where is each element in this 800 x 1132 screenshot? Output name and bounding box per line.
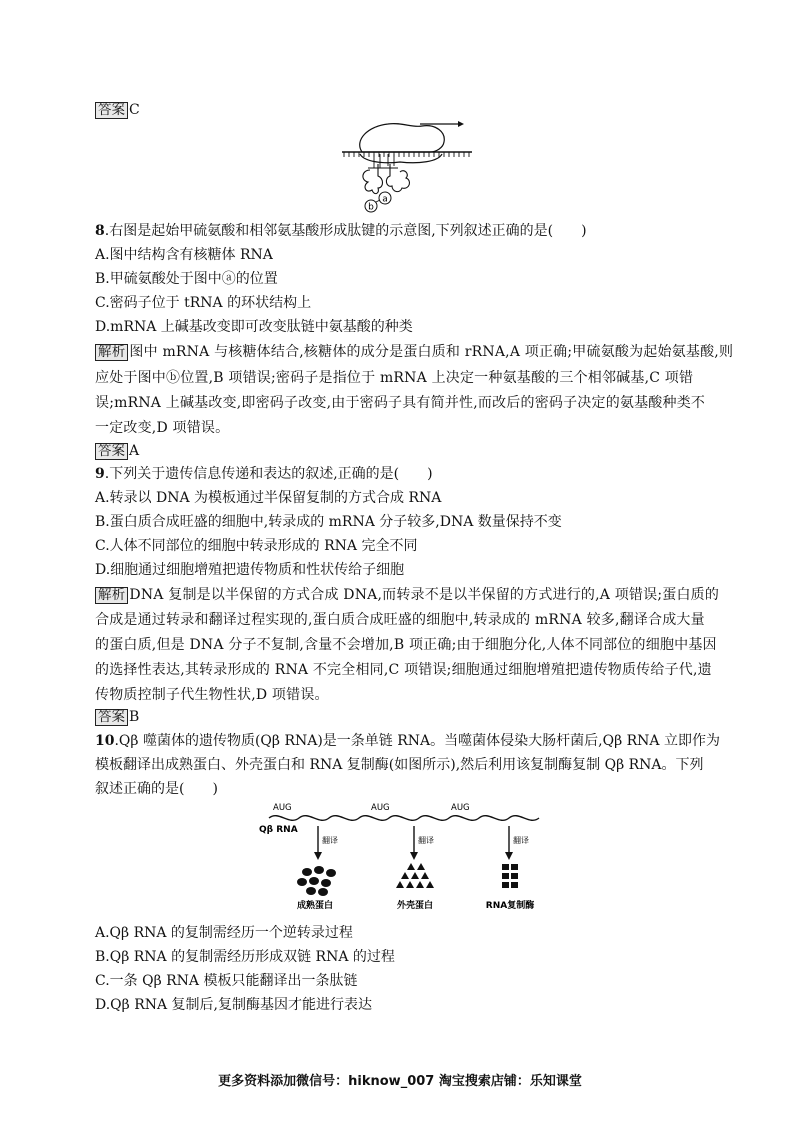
arrow-label-3: 翻译	[513, 836, 529, 845]
q9-option-d: D.细胞通过细胞增殖把遗传物质和性状传给子细胞	[95, 562, 405, 578]
q8-option-c: C.密码子位于 tRNA 的环状结构上	[95, 295, 312, 311]
codon-label-2: AUG	[371, 803, 390, 813]
explanation-tag: 解析	[95, 344, 128, 361]
ribosome-large-subunit	[360, 124, 445, 152]
rna-strand	[269, 816, 539, 821]
codon-label-3: AUG	[451, 803, 470, 813]
q10-stem-line-2: 模板翻译出成熟蛋白、外壳蛋白和 RNA 复制酶(如图所示),然后利用该复制酶复制 Qβ RNA。下列	[95, 757, 704, 773]
q8-option-d: D.mRNA 上碱基改变即可改变肽链中氨基酸的种类	[95, 319, 413, 335]
q8-answer	[95, 442, 139, 460]
replicase-icon	[502, 864, 518, 888]
ribosome-small-subunit	[360, 154, 442, 163]
q9-answer	[95, 708, 139, 726]
q9-explanation-line-4: 的选择性表达,其转录形成的 RNA 不完全相同,C 项错误;细胞通过细胞增殖把遗传物质传给子代,遗	[95, 662, 712, 678]
label-b: b	[368, 202, 374, 213]
q10-number: 10	[95, 733, 115, 749]
q9-explanation-line-3: 的蛋白质,但是 DNA 分子不复制,含量不会增加,B 项正确;由于细胞分化,人体不同部位的细胞中基因	[95, 637, 717, 653]
product-label-2: 外壳蛋白	[396, 901, 434, 911]
q9-stem	[95, 465, 433, 483]
ribosome-figure	[340, 118, 475, 214]
q8-number: 8	[95, 223, 105, 239]
label-a: a	[382, 194, 388, 205]
q9-explanation-line-1: 解析 DNA 复制是以半保留的方式合成 DNA,而转录不是以半保留的方式进行的,A 项错误;蛋白质的	[95, 586, 719, 604]
answer-tag: 答案	[95, 443, 128, 460]
prev-answer	[95, 101, 140, 119]
q10-option-b: B.Qβ RNA 的复制需经历形成双链 RNA 的过程	[95, 949, 395, 965]
answer-value: B	[129, 709, 140, 725]
q8-stem	[95, 222, 587, 240]
q8-stem-text: .右图是起始甲硫氨酸和相邻氨基酸形成肽键的示意图,下列叙述正确的是( )	[104, 223, 587, 239]
product-label-3: RNA复制酶	[485, 901, 535, 911]
q8-explanation-line-2: 应处于图中ⓑ位置,B 项错误;密码子是指位于 mRNA 上决定一种氨基酸的三个相邻碱基,C 项错	[95, 370, 694, 386]
explanation-tag: 解析	[95, 587, 128, 604]
product-label-1: 成熟蛋白	[296, 901, 334, 911]
qbeta-rna-figure	[255, 796, 555, 914]
q10-option-a: A.Qβ RNA 的复制需经历一个逆转录过程	[95, 925, 353, 941]
arrow-label-2: 翻译	[418, 836, 434, 845]
q10-stem-line-3: 叙述正确的是( )	[95, 781, 218, 797]
q8-explanation-line-1: 解析 图中 mRNA 与核糖体结合,核糖体的成分是蛋白质和 rRNA,A 项正确;甲硫氨酸为起始氨基酸,则	[95, 343, 733, 361]
q10-stem-line-1: 10.Qβ 噬菌体的遗传物质(Qβ RNA)是一条单链 RNA。当噬菌体侵染大肠杆菌后,Qβ RNA 立即作为	[95, 733, 720, 749]
arrow-label-1: 翻译	[322, 836, 338, 845]
q9-explanation-line-2: 合成是通过转录和翻译过程实现的,蛋白质合成旺盛的细胞中,转录成的 mRNA 较多,翻译合成大量	[95, 612, 705, 628]
q8-option-b: B.甲硫氨酸处于图中ⓐ的位置	[95, 271, 278, 287]
q8-explanation-line-4: 一定改变,D 项错误。	[95, 420, 230, 436]
answer-value: C	[129, 102, 140, 118]
answer-tag: 答案	[95, 709, 128, 726]
rna-label: Qβ RNA	[259, 825, 298, 835]
q9-explanation-line-5: 传物质控制子代生物性状,D 项错误。	[95, 687, 329, 703]
q8-explanation-line-3: 误;mRNA 上碱基改变,即密码子改变,由于密码子具有简并性,而改后的密码子决定的氨基酸种类不	[95, 395, 706, 411]
q9-stem-text: .下列关于遗传信息传递和表达的叙述,正确的是( )	[104, 466, 433, 482]
q10-option-d: D.Qβ RNA 复制后,复制酶基因才能进行表达	[95, 997, 372, 1013]
q9-number: 9	[95, 466, 105, 482]
q9-option-a: A.转录以 DNA 为模板通过半保留复制的方式合成 RNA	[95, 490, 442, 506]
answer-value: A	[129, 443, 140, 459]
q10-option-c: C.一条 Qβ RNA 模板只能翻译出一条肽链	[95, 973, 358, 989]
codon-label-1: AUG	[273, 803, 292, 813]
q9-option-c: C.人体不同部位的细胞中转录形成的 RNA 完全不同	[95, 538, 418, 554]
footer-text: 更多资料添加微信号：hiknow_007 淘宝搜索店铺：乐知课堂	[218, 1074, 582, 1089]
mature-protein-icon	[297, 866, 336, 896]
answer-tag: 答案	[95, 102, 128, 119]
coat-protein-icon	[396, 863, 434, 888]
q8-option-a: A.图中结构含有核糖体 RNA	[95, 247, 273, 263]
q9-option-b: B.蛋白质合成旺盛的细胞中,转录成的 mRNA 分子较多,DNA 数量保持不变	[95, 514, 562, 530]
